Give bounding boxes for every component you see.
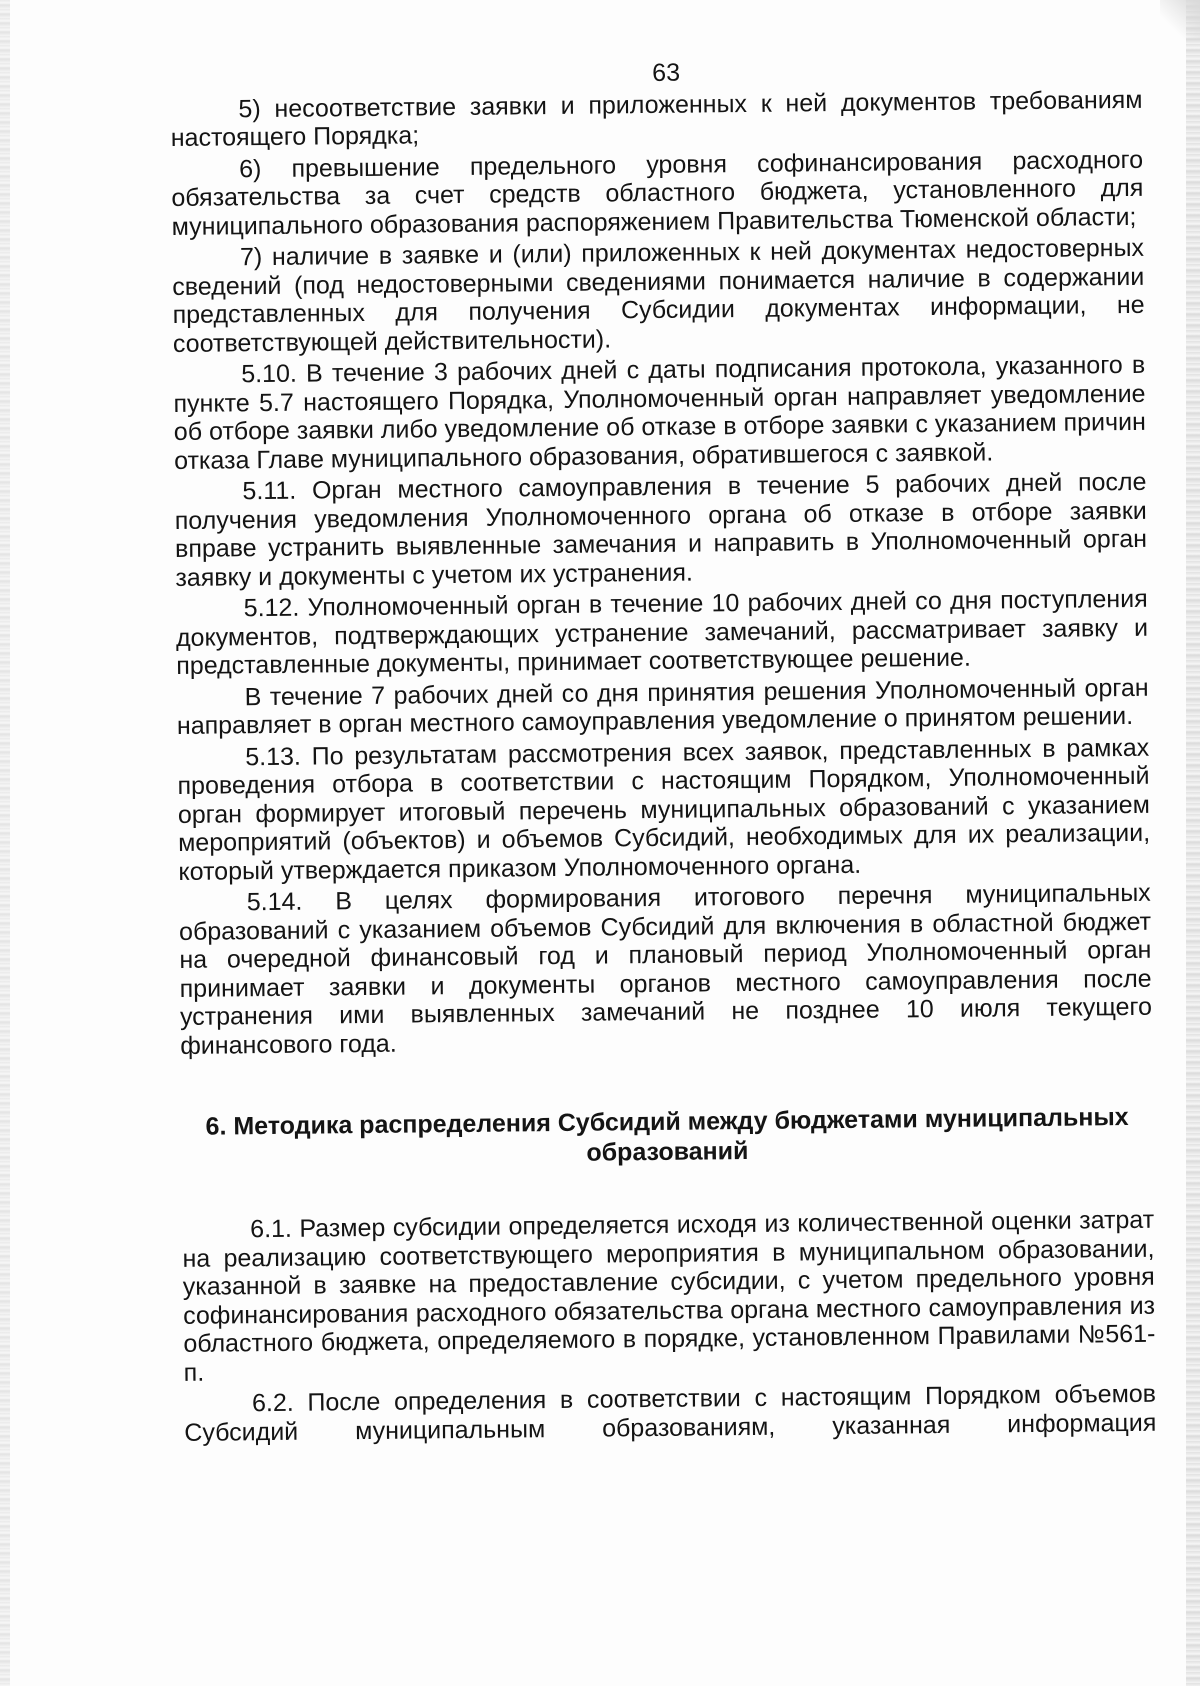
section-heading-line1: 6. Методика распределения Субсидий между бюджетами муниципальных xyxy=(205,1103,1129,1141)
scan-edge-left xyxy=(0,0,10,1686)
paragraph-5-10: 5.10. В течение 3 рабочих дней с даты подписания протокола, указанного в пункте 5.7 настоящего Порядка, Уполномоченный орган направляет уведомление об отборе заявки либо уведомление об отказе в отборе заявки с указанием причин отказа Главе муниципального образования, обратившегося с заявкой. xyxy=(173,350,1146,475)
section-heading-line2: образований xyxy=(586,1137,749,1167)
paragraph-item-7: 7) наличие в заявке и (или) приложенных к ней документах недостоверных сведений (под недостоверными сведениями понимается наличие в содержании представленных для получения Субсидии документах информации, не соответствующей действительности). xyxy=(172,233,1145,358)
paragraph-5-13: 5.13. По результатам рассмотрения всех заявок, представленных в рамках проведения отбора в соответствии с настоящим Порядком, Уполномоченный орган формирует итоговый перечень муниципальных образований с указанием мероприятий (объектов) и объемов Субсидий, необходимых для их реализации, который утверждается приказом Уполномоченного органа. xyxy=(177,733,1151,886)
document-text xyxy=(170,54,1156,1447)
paragraph-item-6: 6) превышение предельного уровня софинансирования расходного обязательства за счет средств областного бюджета, установленного для муниципального образования распоряжением Правительства Тюменской области; xyxy=(171,145,1144,241)
paragraph-item-5: 5) несоответствие заявки и приложенных к ней документов требованиям настоящего Порядка; xyxy=(170,85,1143,152)
paragraph-5-14: 5.14. В целях формирования итогового перечня муниципальных образований с указанием объемов Субсидий для включения в областной бюджет на очередной финансовый год и плановый период Уполномоченный орган принимает заявки и документы органов местного самоуправления после устранения ими выявленных замечаний не позднее 10 июля текущего финансового года. xyxy=(178,878,1153,1060)
paragraph-5-12: 5.12. Уполномоченный орган в течение 10 рабочих дней со дня поступления документов, подтверждающих устранение замечаний, рассматривает заявку и представленные документы, принимает соответствующее решение. xyxy=(175,584,1149,680)
page-number: 63 xyxy=(652,58,681,87)
paragraph-5-12-notice: В течение 7 рабочих дней со дня принятия решения Уполномоченный орган направляет в орган местного самоуправления уведомление о принятом решении. xyxy=(176,673,1149,740)
paragraph-6-2: 6.2. После определения в соответствии с настоящим Порядком объемов Субсидий муниципальным образованиям, указанная информация xyxy=(184,1379,1157,1447)
section-heading xyxy=(181,1102,1154,1172)
scan-corner-shade xyxy=(1160,0,1200,40)
paragraph-5-11: 5.11. Орган местного самоуправления в течение 5 рабочих дней после получения уведомления Уполномоченного органа об отказе в отборе заявки вправе устранить выявленные замечания и направить в Уполномоченный орган заявку и документы с учетом их устранения. xyxy=(174,467,1148,592)
scan-edge-right xyxy=(1186,0,1200,1686)
paragraph-6-1: 6.1. Размер субсидии определяется исходя из количественной оценки затрат на реализацию соответствующего мероприятия в муниципальном образовании, указанной в заявке на предоставление субсидии, с учетом предельного уровня софинансирования расходного обязательства органа местного самоуправления из областного бюджета, определяемого в порядке, установленном Правилами №561-п. xyxy=(182,1205,1156,1387)
